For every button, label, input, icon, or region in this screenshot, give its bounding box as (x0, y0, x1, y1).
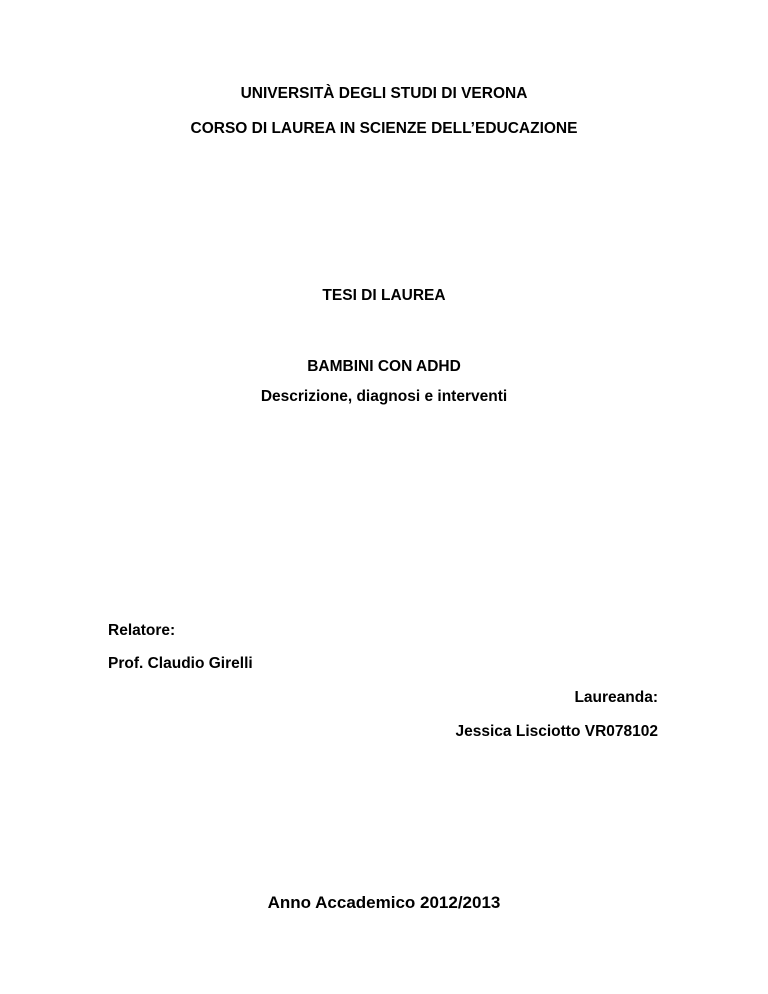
student-name: Jessica Lisciotto VR078102 (455, 723, 658, 740)
supervisor-label: Relatore: (108, 622, 176, 639)
supervisor-name: Prof. Claudio Girelli (108, 655, 253, 672)
thesis-type-label: TESI DI LAUREA (322, 287, 446, 304)
course-name: CORSO DI LAUREA IN SCIENZE DELL’EDUCAZIONE (190, 120, 578, 137)
student-label: Laureanda: (574, 689, 658, 706)
academic-year: Anno Accademico 2012/2013 (267, 893, 501, 912)
thesis-title: BAMBINI CON ADHD (307, 358, 461, 375)
thesis-subtitle: Descrizione, diagnosi e interventi (260, 388, 508, 405)
university-name: UNIVERSITÀ DEGLI STUDI DI VERONA (240, 85, 528, 102)
